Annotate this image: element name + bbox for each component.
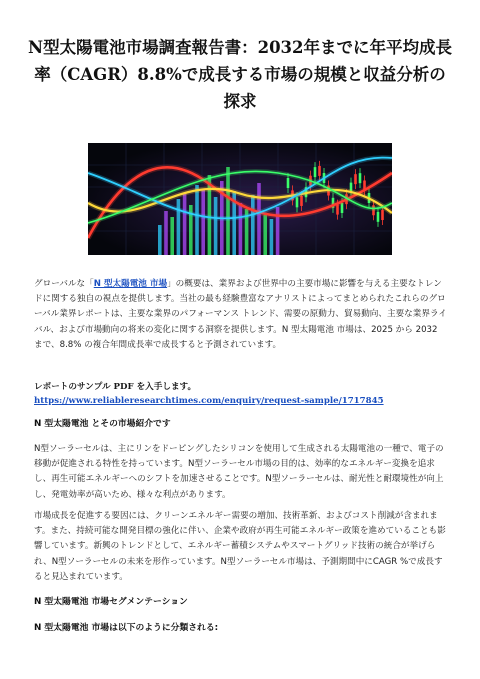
hero-candle bbox=[296, 197, 299, 207]
sample-request bbox=[34, 380, 448, 408]
classification-heading: N 型太陽電池 市場は以下のように分類される: bbox=[34, 623, 219, 633]
hero-bar bbox=[226, 167, 230, 255]
hero-bar bbox=[214, 197, 218, 255]
segmentation-heading: N 型太陽電池 市場セグメンテーション bbox=[34, 597, 188, 607]
stock-chart-graphic bbox=[88, 143, 392, 255]
hero-bar bbox=[183, 193, 187, 255]
overview-text-before: グローバルな「 bbox=[34, 279, 94, 289]
hero-bar bbox=[257, 183, 261, 255]
hero-candle bbox=[377, 212, 380, 222]
page-title: N型太陽電池市場調査報告書：2032年までに年平均成長率（CAGR）8.8%で成長する市場の規模と収益分析の探求 bbox=[28, 38, 453, 111]
hero-bar bbox=[201, 189, 205, 255]
overview-paragraph bbox=[34, 277, 448, 353]
hero-candle bbox=[314, 167, 317, 177]
hero-candle bbox=[381, 210, 384, 220]
sample-request-link[interactable]: https://www.reliableresearchtimes.com/enquiry/request-sample/1717845 bbox=[34, 396, 384, 406]
growth-drivers-paragraph: 市場成長を促進する要因には、クリーンエネルギー需要の増加、技術革新、およびコスト削減が含まれます。また、持続可能な開発目標の強化に伴い、企業や政府が再生可能エネルギー政策を進めていることも影響しています。新興のトレンドとして、エネルギー蓄積システムやスマートグリッド技術の統合が挙げられ、N型ソーラーセルの未来を形作っています。N型ソーラーセル市場は、予測期間中にCAGR %で成長すると見込まれています。 bbox=[34, 511, 446, 582]
hero-bar bbox=[195, 185, 199, 255]
hero-candle bbox=[287, 178, 290, 188]
hero-bar bbox=[239, 203, 243, 255]
hero-bar bbox=[170, 217, 174, 255]
hero-bar bbox=[270, 219, 274, 255]
hero-bar bbox=[263, 215, 267, 255]
hero-candle bbox=[359, 173, 362, 183]
overview-text-after: 」の概要は、業界および世界中の主要市場に影響を与える主要なトレンドに関する独自の視点を提供します。当社の最も経験豊富なアナリストによってまとめられたこれらのグローバル業界レポートは、主要な業界のパフォーマンス トレンド、需要の原動力、貿易動向、主要な業界ライバル、および市場動向の将来の変化に関する洞察を提供します。N 型太陽電池 市場は、2025 から 2032 まで、8.8% の複合年間成長率で成長すると予測されています。 bbox=[34, 279, 447, 350]
hero-candle bbox=[318, 166, 321, 176]
definition-paragraph: N型ソーラーセルは、主にリンをドーピングしたシリコンを使用して生成される太陽電池の一種で、電子の移動が促進される特性を持っています。N型ソーラーセル市場の目的は、効率的なエネルギー変換を追求し、再生可能エネルギーへのシフトを加速させることです。N型ソーラーセルは、耐光性と耐環境性が向上し、発電効率が高いため、様々な利点があります。 bbox=[34, 444, 444, 500]
market-keyword-link[interactable]: N 型太陽電池 市場 bbox=[93, 279, 168, 289]
market-intro-heading: N 型太陽電池 とその市場紹介です bbox=[34, 419, 171, 429]
hero-bar bbox=[158, 225, 162, 255]
hero-bar bbox=[251, 195, 255, 255]
hero-candle bbox=[300, 196, 303, 206]
hero-bar bbox=[164, 211, 168, 255]
stock-chart-image bbox=[88, 143, 392, 255]
sample-label: レポートのサンプル PDF を入手します。 bbox=[34, 382, 197, 392]
hero-candle bbox=[354, 174, 357, 184]
